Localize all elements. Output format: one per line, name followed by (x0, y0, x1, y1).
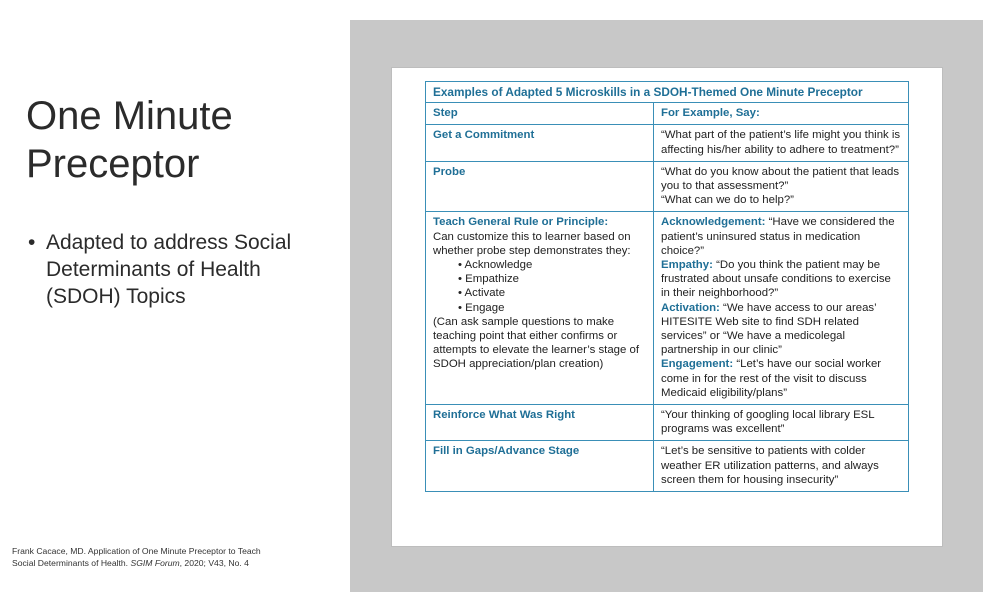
microskills-table (425, 81, 909, 492)
step-subitem: • Activate (458, 287, 506, 300)
example-label: Empathy: (661, 259, 713, 272)
slide-bullet (28, 229, 328, 310)
example-entry (661, 258, 902, 301)
example-text: “Have we considered the patient’s uninsured status in medication choice?” (661, 216, 895, 257)
table-row (426, 441, 909, 492)
example-entry (661, 215, 902, 258)
table-row (426, 125, 909, 161)
example-cell (654, 212, 909, 405)
step-subitem: • Acknowledge (458, 259, 533, 272)
table-header-row (426, 103, 909, 125)
example-line: “What can we do to help?” (661, 194, 794, 207)
step-description: Can customize this to learner based on whether probe step demonstrates they: (433, 230, 631, 257)
example-cell: “Your thinking of googling local library ESL programs was excellent” (654, 405, 909, 441)
table-caption-row (426, 82, 909, 103)
example-entry (661, 357, 902, 400)
step-cell: Fill in Gaps/Advance Stage (426, 441, 654, 492)
slide-title (26, 92, 233, 188)
slide-title-line2: Preceptor (26, 142, 200, 186)
step-cell: Get a Commitment (426, 125, 654, 161)
step-note: (Can ask sample questions to make teaching point that either confirms or attempts to elevate the learner’s stage of SDOH appreciation/plan creation) (433, 315, 639, 371)
bullet-marker: • (28, 231, 36, 254)
example-text: “We have access to our areas’ HITESITE Web site to find SDH related services” or “We have a medicolegal partnership in our clinic” (661, 301, 877, 357)
example-label: Acknowledgement: (661, 216, 766, 229)
step-title: Teach General Rule or Principle: (433, 216, 609, 229)
example-text: “Let’s have our social worker come in for the rest of the visit to discuss Medicaid eligibility/plans” (661, 358, 882, 399)
citation-line1: Frank Cacace, MD. Application of One Minute Preceptor to Teach (12, 546, 261, 556)
citation-journal: SGIM Forum (130, 558, 180, 568)
step-subitem: • Empathize (458, 273, 519, 286)
table-caption: Examples of Adapted 5 Microskills in a SDOH-Themed One Minute Preceptor (426, 82, 909, 103)
example-entry (661, 301, 902, 358)
bullet-text: Adapted to address Social Determinants of Health (SDOH) Topics (46, 231, 292, 308)
header-example: For Example, Say: (654, 103, 909, 125)
table-row (426, 405, 909, 441)
citation-line2-post: , 2020; V43, No. 4 (179, 558, 249, 568)
citation (12, 545, 261, 569)
citation-line2-pre: Social Determinants of Health. (12, 558, 131, 568)
table-row (426, 212, 909, 405)
example-text: “Do you think the patient may be frustrated about unsafe conditions to exercise in their neighborhood?” (661, 259, 891, 300)
step-cell: Probe (426, 161, 654, 212)
example-cell: “What part of the patient’s life might you think is affecting his/her ability to adhere to treatment?” (654, 125, 909, 161)
step-cell (426, 212, 654, 405)
example-cell (654, 161, 909, 212)
example-cell: “Let’s be sensitive to patients with colder weather ER utilization patterns, and always screen them for housing insecurity” (654, 441, 909, 492)
header-step: Step (426, 103, 654, 125)
step-subitem: • Engage (458, 301, 505, 314)
table-row (426, 161, 909, 212)
example-label: Activation: (661, 301, 720, 314)
slide-title-line1: One Minute (26, 94, 233, 138)
example-line: “What do you know about the patient that leads you to that assessment?” (661, 165, 900, 193)
step-cell: Reinforce What Was Right (426, 405, 654, 441)
example-label: Engagement: (661, 358, 734, 371)
